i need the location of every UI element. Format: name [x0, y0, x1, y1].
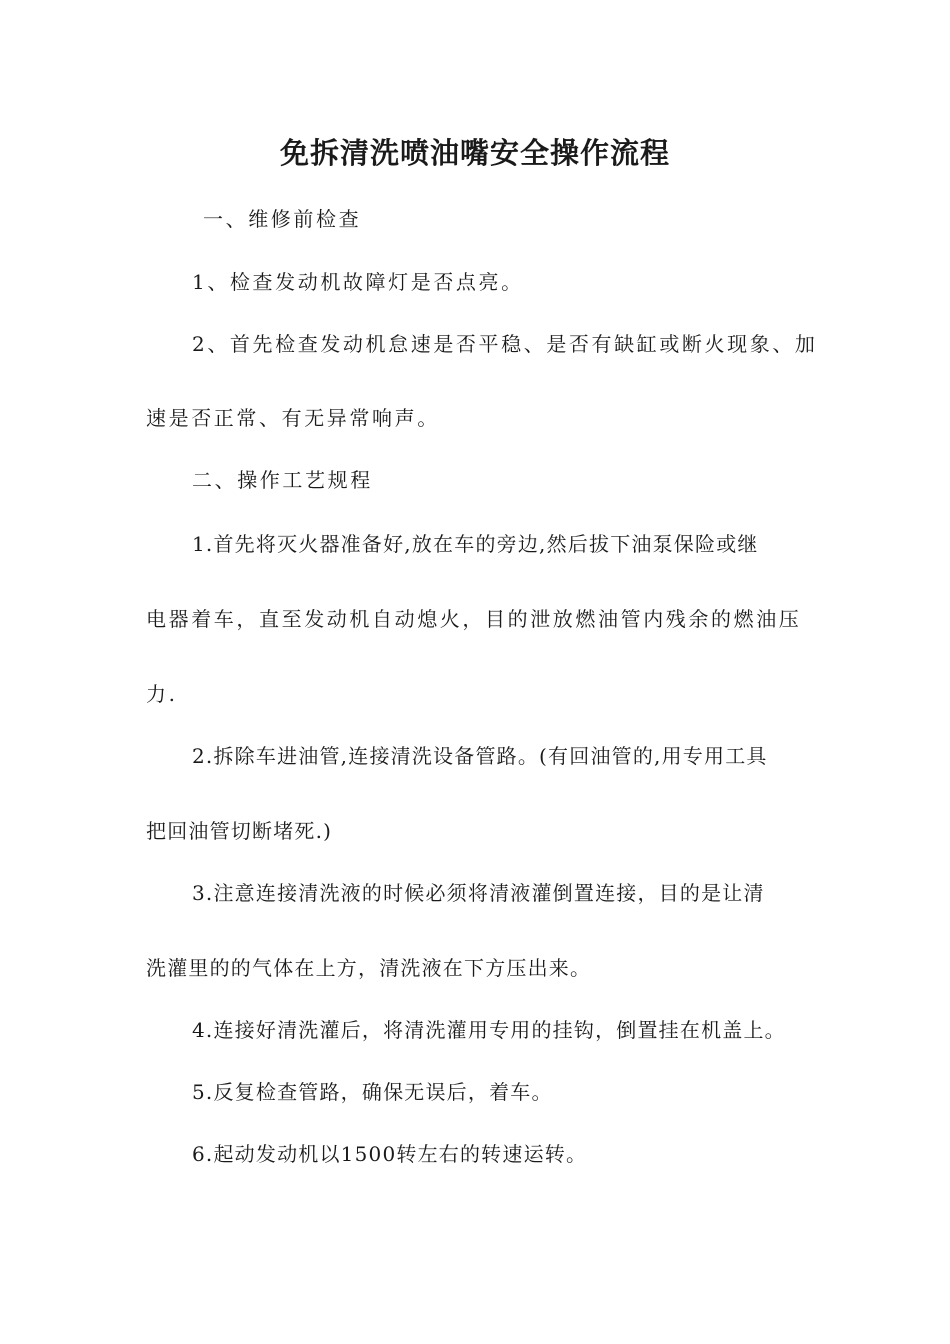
paragraph-line: 1、检查发动机故障灯是否点亮。: [192, 270, 524, 294]
paragraph-line: 洗灌里的的气体在上方，清洗液在下方压出来。: [146, 956, 592, 980]
paragraph-line: 把回油管切断堵死.): [146, 819, 333, 843]
paragraph-line: 速是否正常、有无异常响声。: [146, 406, 440, 430]
section-heading-pre-repair-check: 一、维修前检查: [203, 207, 362, 231]
paragraph-line: 4.连接好清洗灌后，将清洗灌用专用的挂钩，倒置挂在机盖上。: [192, 1018, 786, 1042]
paragraph-line: 力.: [146, 682, 178, 706]
paragraph-line: 6.起动发动机以1500转左右的转速运转。: [192, 1142, 588, 1166]
paragraph-line: 2、首先检查发动机怠速是否平稳、是否有缺缸或断火现象、加: [192, 332, 818, 356]
paragraph-line: 1.首先将灭火器准备好,放在车的旁边,然后拔下油泵保险或继: [192, 532, 759, 556]
paragraph-line: 5.反复检查管路，确保无误后，着车。: [192, 1080, 553, 1104]
document-title: 免拆清洗喷油嘴安全操作流程: [279, 136, 670, 170]
paragraph-line: 2.拆除车进油管,连接清洗设备管路。(有回油管的,用专用工具: [192, 744, 768, 768]
paragraph-line: 电器着车，直至发动机自动熄火，目的泄放燃油管内残余的燃油压: [146, 607, 802, 631]
section-heading-procedure: 二、操作工艺规程: [192, 468, 373, 492]
paragraph-line: 3.注意连接清洗液的时候必须将清液灌倒置连接，目的是让清: [192, 881, 765, 905]
